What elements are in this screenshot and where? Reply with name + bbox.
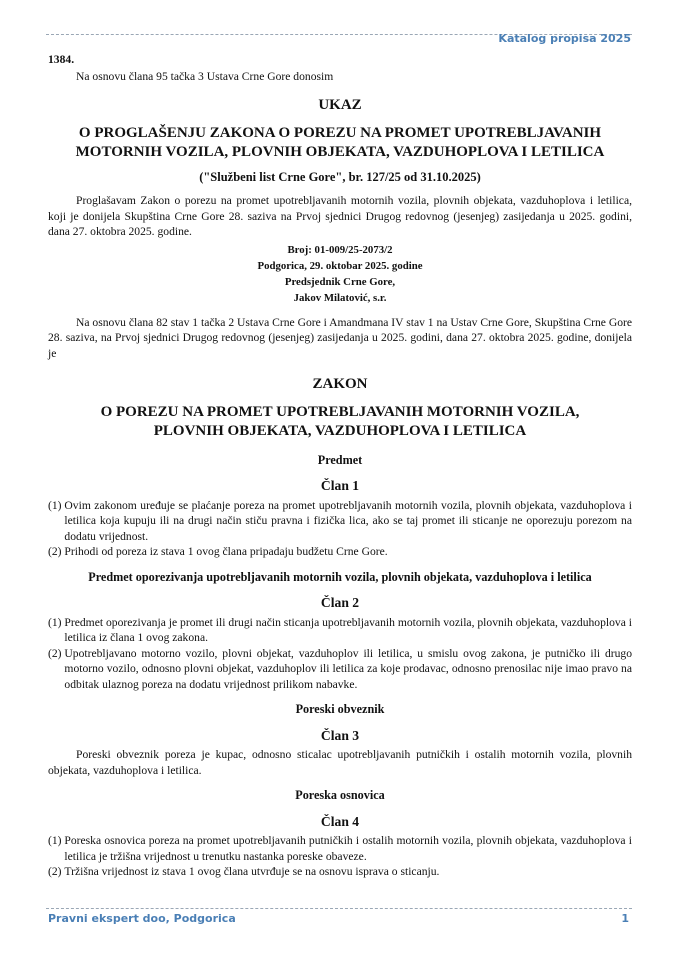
place-date: Podgorica, 29. oktobar 2025. godine (257, 259, 423, 272)
paragraph-text: Poreska osnovica poreza na promet upotrebljavanih putničkih i ostalih motornih vozila, plovnih objekata, vazduhoplova i letilica je tržišna vrijednost u trenutku nastanka poreske obaveze. (64, 834, 632, 863)
president-title: Predsjednik Crne Gore, (284, 275, 396, 288)
section-heading: Predmet (317, 452, 363, 467)
ukaz-title-line-1: O PROGLAŠENJU ZAKONA O POREZU NA PROMET UPOTREBLJAVANIH (78, 124, 602, 141)
article-paragraph (48, 498, 632, 545)
president-name: Jakov Milatović, s.r. (293, 291, 387, 304)
zakon-title-line-2: PLOVNIH OBJEKATA, VAZDUHOPLOVA I LETILICA (153, 422, 527, 439)
paragraph-number: (1) (48, 834, 65, 847)
paragraph-text: Tržišna vrijednost iz stava 1 ovog člana utvrđuje se na osnovu isprava o sticanju. (64, 865, 440, 878)
ukaz-title (48, 124, 632, 162)
ukaz-title-line-2: MOTORNIH VOZILA, PLOVNIH OBJEKATA, VAZDUHOPLOVA I LETILICA (75, 143, 605, 160)
article-heading: Član 2 (320, 595, 360, 610)
paragraph-number: (2) (48, 646, 65, 660)
zakon-heading: ZAKON (312, 376, 368, 392)
section-heading: Poreska osnovica (295, 788, 385, 802)
zakon-title-line-1: O POREZU NA PROMET UPOTREBLJAVANIH MOTORNIH VOZILA, (100, 403, 580, 420)
article-paragraph (48, 864, 632, 880)
ukaz-text: Proglašavam Zakon o porezu na promet upotrebljavanih motornih vozila, plovnih objekata, vazduhoplova i letilica, koji je donijela Skupština Crne Gore 28. saziva na Prvoj sjednici Drugog redovnog (jesenjeg) zasijedanja u 2025. godini, dana 27. oktobra 2025. godine. (48, 194, 632, 238)
article-paragraph (48, 646, 632, 693)
article-paragraph (48, 833, 632, 864)
article-paragraph (48, 544, 632, 560)
page-number: 1 (621, 912, 629, 925)
paragraph-text: Ovim zakonom uređuje se plaćanje poreza na promet upotrebljavanih motornih vozila, plovnih objekata, vazduhoplova i letilica koja kupuju ili na drugi način stiču pravna i fizička lica, ako se taj promet ili sticanje ne oporezuju porezom na dodatu vrijednost. (64, 498, 632, 543)
footer-divider (46, 908, 632, 909)
intro-text: Na osnovu člana 95 tačka 3 Ustava Crne Gore donosim (76, 69, 334, 83)
paragraph-text: Predmet oporezivanja je promet ili drugi način sticanja upotrebljavanih motornih vozila, plovnih objekata, vazduhoplova i letilica iz člana 1 ovog zakona. (64, 615, 632, 644)
paragraph-number: (2) (48, 545, 65, 558)
publisher-name: Pravni ekspert doo, Podgorica (48, 912, 236, 925)
article-heading: Član 3 (320, 727, 360, 743)
zakon-title (48, 403, 632, 441)
article-paragraph (48, 615, 632, 646)
signature-block (48, 242, 632, 306)
document-number: 1384. (48, 53, 75, 66)
catalog-title: Katalog propisa 2025 (498, 32, 631, 45)
paragraph-number: (1) (48, 615, 65, 629)
article-heading: Član 1 (320, 478, 360, 493)
preamble-text: Na osnovu člana 82 stav 1 tačka 2 Ustava Crne Gore i Amandmana IV stav 1 na Ustav Crne Gore, Skupština Crne Gore 28. saziva, na Prvoj sjednici Drugog redovnog (jesenjeg) zasijedanja u 2025. godini, dana 27. oktobra 2025. godine, donijela je (48, 315, 632, 360)
document-body (48, 52, 632, 880)
paragraph-text: Prihodi od poreza iz stava 1 ovog člana pripadaju budžetu Crne Gore. (64, 545, 388, 558)
paragraph-number: (2) (48, 865, 65, 878)
ukaz-heading: UKAZ (318, 97, 362, 113)
gazette-reference: ("Službeni list Crne Gore", br. 127/25 od 31.10.2025) (199, 169, 481, 184)
article-heading: Član 4 (320, 813, 360, 829)
paragraph-number: (1) (48, 498, 65, 512)
paragraph-text: Upotrebljavano motorno vozilo, plovni objekat, vazduhoplov ili letilica, u smislu ovog zakona, je putničko ili drugo motorno vozilo, odnosno plovni objekat, vazduhoplov ili letilica za koje prodavac, odnosno prenosilac nije imao pravo na odbitak ulaznog poreza na dodatu vrijednost prilikom nabavke. (64, 646, 632, 691)
broj: Broj: 01-009/25-2073/2 (287, 243, 393, 256)
paragraph-text: Poreski obveznik poreza je kupac, odnosno sticalac upotrebljavanih putničkih i ostalih motornih vozila, plovnih objekata, vazduhoplova i letilica. (48, 748, 632, 777)
section-heading: Predmet oporezivanja upotrebljavanih motornih vozila, plovnih objekata, vazduhoplova i letilica (88, 569, 592, 584)
section-heading: Poreski obveznik (295, 702, 385, 716)
